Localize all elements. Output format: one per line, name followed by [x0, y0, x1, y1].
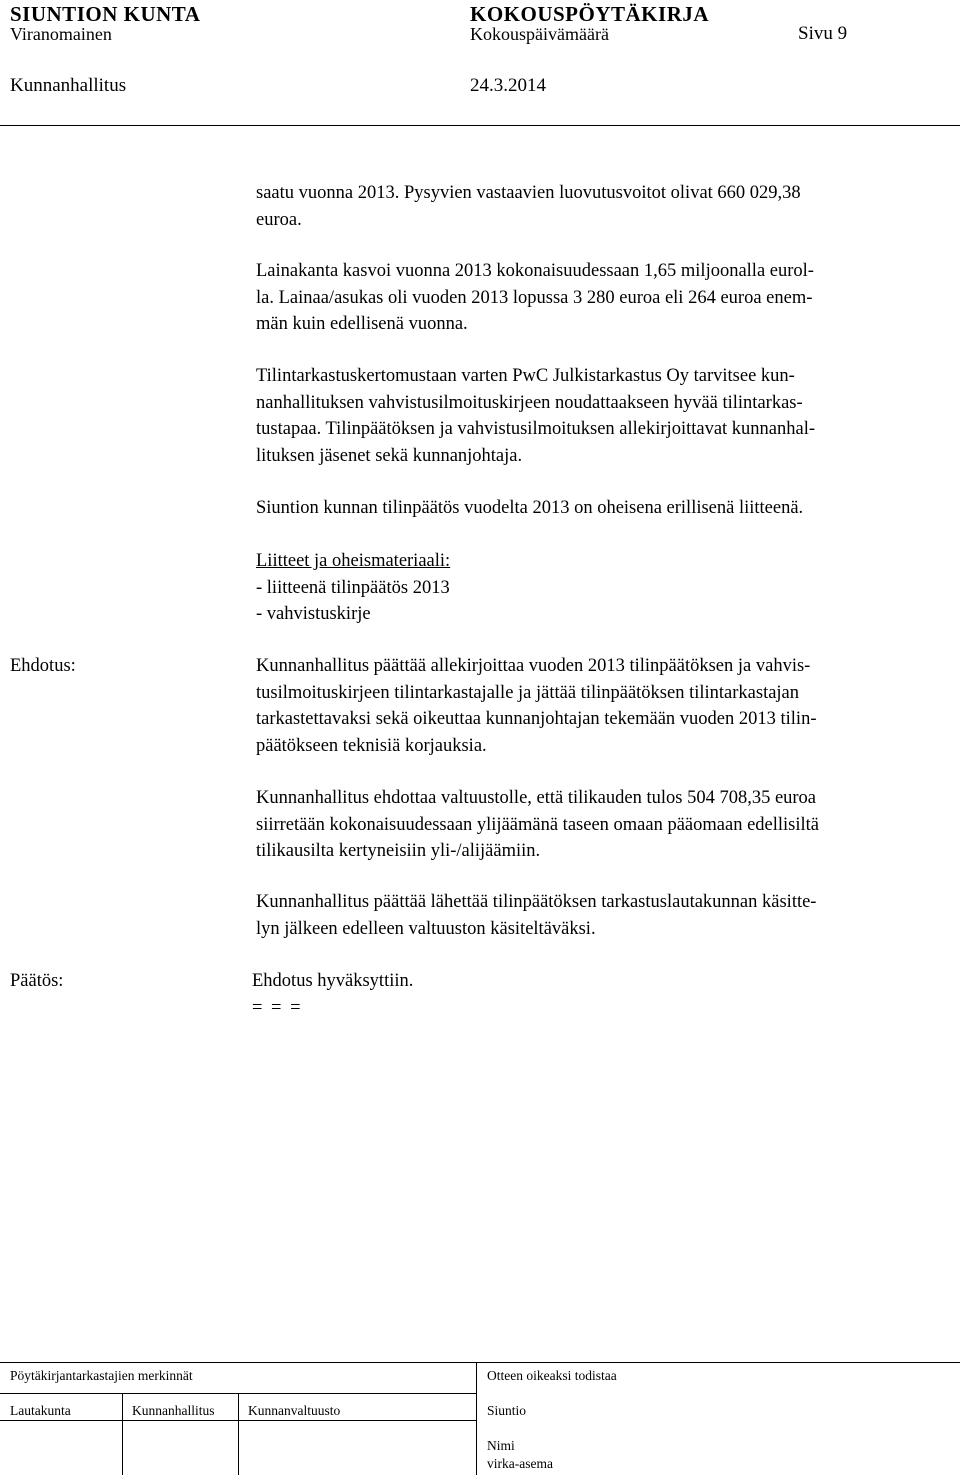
proposal-paragraph-3: [256, 889, 946, 942]
paragraph-line: saatu vuonna 2013. Pysyvien vastaavien luovutusvoitot olivat 660 029,38: [256, 183, 801, 203]
paragraph-gains: [256, 180, 946, 233]
attachments-section: [256, 548, 946, 628]
checkers-label: Pöytäkirjantarkastajien merkinnät: [10, 1368, 193, 1383]
meeting-date-label: Kokouspäivämäärä: [470, 24, 609, 44]
footer-name-label: Nimi: [487, 1438, 515, 1453]
paragraph-line: tarkastettavaksi sekä oikeuttaa kunnanjohtajan tekemään vuoden 2013 tilin-: [256, 709, 817, 729]
decision-label: Päätös:: [10, 971, 64, 991]
footer-top-divider: [0, 1362, 960, 1363]
footer-center-divider: [476, 1362, 477, 1475]
paragraph-line: siirretään kokonaisuudessaan ylijäämänä taseen omaan pääomaan edellisiltä: [256, 814, 820, 835]
proposal-paragraph-2: [256, 785, 946, 865]
footer-signature-divider: [0, 1420, 476, 1421]
paragraph-line: Kunnanhallitus päättää allekirjoittaa vuoden 2013 tilinpäätöksen ja vahvis-: [256, 656, 811, 676]
paragraph-financial-statement: [256, 495, 946, 522]
paragraph-line: nanhallituksen vahvistusilmoituskirjeen noudattaakseen hyvää tilintarkas-: [256, 392, 803, 413]
authority-label: Viranomainen: [10, 24, 112, 44]
paragraph-line: päätökseen teknisiä korjauksia.: [256, 735, 487, 756]
paragraph-line: tusilmoituskirjeen tilintarkastajalle ja jättää tilinpäätöksen tilintarkastajan: [256, 682, 800, 703]
footer-council-label: Kunnanvaltuusto: [248, 1403, 341, 1418]
paragraph-line: Kunnanhallitus päättää lähettää tilinpäätöksen tarkastuslautakunnan käsitte-: [256, 892, 817, 912]
certified-label: Otteen oikeaksi todistaa: [487, 1368, 617, 1383]
paragraph-loans: [256, 258, 946, 338]
meeting-date: 24.3.2014: [470, 75, 546, 96]
attachment-item: - vahvistuskirje: [256, 604, 371, 624]
paragraph-line: Tilintarkastuskertomustaan varten PwC Julkistarkastus Oy tarvitsee kun-: [256, 366, 795, 386]
proposal-label: Ehdotus:: [10, 656, 76, 676]
paragraph-line: lituksen jäsenet sekä kunnanjohtaja.: [256, 445, 523, 466]
footer-board-label: Lautakunta: [10, 1403, 71, 1418]
attachment-item: - liitteenä tilinpäätös 2013: [256, 577, 450, 598]
paragraph-line: tilikausilta kertyneisiin yli-/alijäämiin.: [256, 841, 541, 861]
paragraph-line: euroa.: [256, 209, 302, 230]
attachments-heading: Liitteet ja oheismateriaali:: [256, 551, 451, 571]
municipality-title: SIUNTION KUNTA: [10, 2, 201, 26]
footer-col-divider: [238, 1393, 239, 1475]
document-type-title: KOKOUSPÖYTÄKIRJA: [470, 2, 710, 26]
header-divider: [0, 125, 960, 126]
paragraph-audit: [256, 363, 946, 469]
paragraph-line: Lainakanta kasvoi vuonna 2013 kokonaisuudessaan 1,65 miljoonalla eurol-: [256, 261, 814, 281]
paragraph-line: la. Lainaa/asukas oli vuoden 2013 lopussa 3 280 euroa eli 264 euroa enem-: [256, 287, 813, 308]
paragraph-line: Kunnanhallitus ehdottaa valtuustolle, että tilikauden tulos 504 708,35 euroa: [256, 788, 817, 808]
footer-col-divider: [122, 1393, 123, 1475]
footer-position-label: virka-asema: [487, 1456, 553, 1471]
paragraph-line: män kuin edellisenä vuonna.: [256, 314, 468, 334]
paragraph-line: lyn jälkeen edelleen valtuuston käsiteltäväksi.: [256, 918, 596, 939]
footer-gov-label: Kunnanhallitus: [132, 1403, 215, 1418]
footer-place-label: Siuntio: [487, 1403, 527, 1418]
end-mark: = = =: [252, 998, 303, 1018]
authority-name: Kunnanhallitus: [10, 75, 127, 96]
proposal-paragraph-1: [256, 653, 946, 759]
page-number: Sivu 9: [798, 23, 848, 44]
paragraph-line: Siuntion kunnan tilinpäätös vuodelta 2013 on oheisena erillisenä liitteenä.: [256, 498, 804, 518]
paragraph-line: tustapaa. Tilinpäätöksen ja vahvistusilmoituksen allekirjoittavat kunnanhal-: [256, 419, 816, 439]
decision-text: Ehdotus hyväksyttiin.: [252, 971, 414, 991]
